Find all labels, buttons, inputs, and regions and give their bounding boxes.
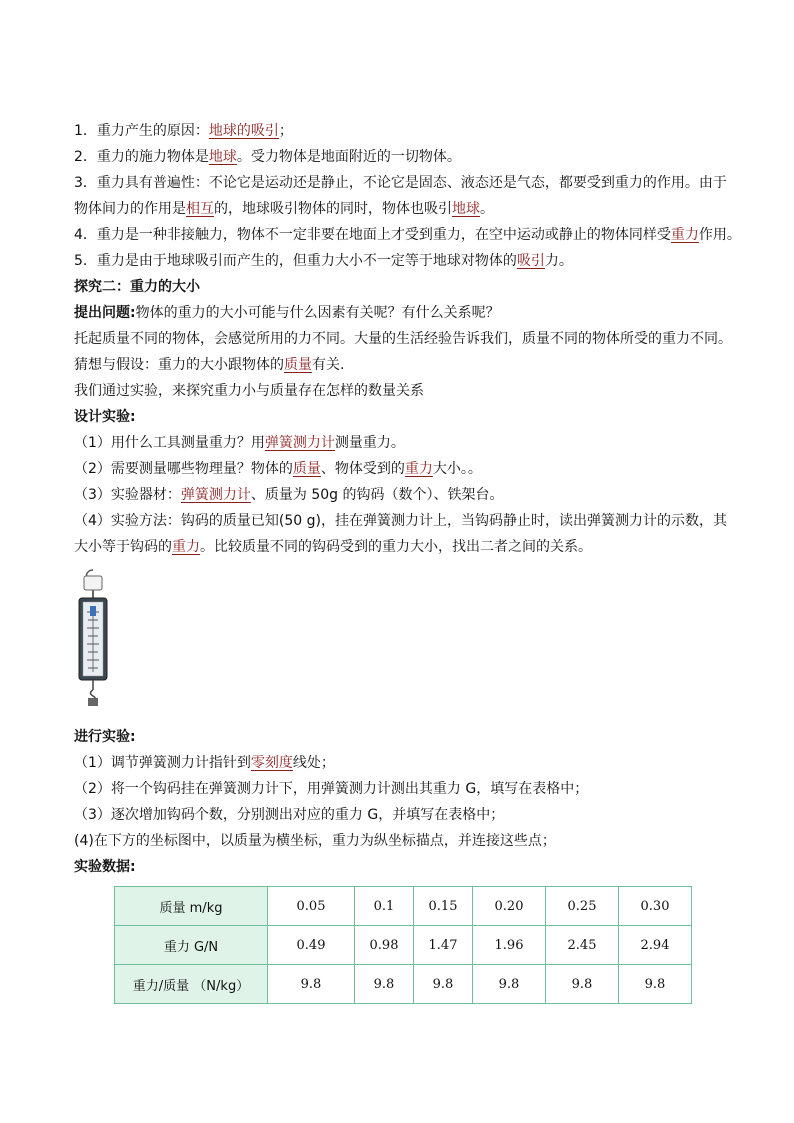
table-cell: 1.47	[414, 926, 473, 965]
text: 有关.	[312, 357, 345, 373]
text: 力。	[544, 253, 573, 269]
design-step-2	[74, 456, 724, 482]
worksheet-page	[74, 118, 741, 1004]
text: 作用。	[698, 227, 741, 243]
design-step-3	[74, 482, 724, 508]
table-cell: 0.1	[355, 887, 414, 926]
answer-blank: 重力	[404, 461, 433, 477]
procedure-step-4: (4)在下方的坐标图中，以质量为横坐标，重力为纵坐标描点，并连接这些点；	[74, 833, 556, 849]
table-cell: 0.20	[473, 887, 546, 926]
text: 。比较质量不同的钩码受到的重力大小，找出二者之间的关系。	[200, 539, 592, 555]
text: 测量重力。	[334, 435, 405, 451]
design-step-1	[74, 430, 724, 456]
table-cell: 9.8	[546, 965, 619, 1004]
text: 5．重力是由于地球吸引而产生的，但重力大小不一定等于地球对物体的	[74, 253, 517, 269]
row-label: 重力/质量 （N/kg）	[115, 965, 268, 1004]
table-cell: 2.45	[546, 926, 619, 965]
text: 。受力物体是地面附近的一切物体。	[236, 149, 461, 165]
answer-blank: 相互	[186, 201, 214, 217]
text: ；	[278, 123, 293, 139]
answer-blank: 质量	[292, 461, 321, 477]
table-cell: 9.8	[619, 965, 692, 1004]
design-step-4-cont	[74, 534, 724, 560]
table-row	[115, 965, 692, 1004]
table-cell: 9.8	[355, 965, 414, 1004]
text: 1．重力产生的原因：	[74, 123, 209, 139]
answer-blank: 重力	[670, 227, 699, 243]
table-cell: 0.15	[414, 887, 473, 926]
spring-scale-icon	[76, 568, 724, 712]
text: （1）调节弹簧测力计指针到	[74, 755, 251, 771]
text: 大小等于钩码的	[74, 539, 172, 555]
question-label: 提出问题:	[74, 305, 136, 321]
paragraph: 托起质量不同的物体，会感觉所用的力不同。大量的生活经验告诉我们，质量不同的物体所受的重力不同。	[74, 331, 732, 347]
answer-blank: 质量	[284, 357, 312, 373]
procedure-step-2: （2）将一个钩码挂在弹簧测力计下，用弹簧测力计测出其重力 G，填写在表格中；	[74, 781, 589, 797]
gravity-mutual-line	[74, 196, 724, 222]
gravity-cause-line	[74, 118, 724, 144]
procedure-heading: 进行实验:	[74, 729, 136, 745]
gravity-applier-line	[74, 144, 724, 170]
question-line	[74, 300, 724, 326]
text: 、质量为 50g 的钩码（数个）、铁架台。	[250, 487, 504, 503]
answer-blank: 弹簧测力计	[264, 435, 335, 451]
answer-blank: 地球的吸引	[208, 123, 279, 139]
text: 物体间力的作用是	[74, 201, 186, 217]
table-cell: 0.25	[546, 887, 619, 926]
gravity-noncontact-line	[74, 222, 741, 248]
table-cell: 9.8	[473, 965, 546, 1004]
answer-blank: 零刻度	[250, 755, 293, 771]
gravity-attraction-line	[74, 248, 724, 274]
table-cell: 0.98	[355, 926, 414, 965]
section-heading: 探究二：重力的大小	[74, 279, 200, 295]
answer-blank: 地球	[452, 201, 480, 217]
text: 2．重力的施力物体是	[74, 149, 209, 165]
table-cell: 0.30	[619, 887, 692, 926]
text: 猜想与假设：重力的大小跟物体的	[74, 357, 284, 373]
text: （2）需要测量哪些物理量？物体的	[74, 461, 293, 477]
procedure-step-3: （3）逐次增加钩码个数，分别测出对应的重力 G，并填写在表格中；	[74, 807, 505, 823]
table-cell: 9.8	[268, 965, 355, 1004]
table-cell: 2.94	[619, 926, 692, 965]
table-cell: 0.05	[268, 887, 355, 926]
procedure-step-1	[74, 750, 724, 776]
answer-blank: 弹簧测力计	[180, 487, 251, 503]
row-label: 质量 m/kg	[115, 887, 268, 926]
text: （1）用什么工具测量重力？用	[74, 435, 265, 451]
row-label: 重力 G/N	[115, 926, 268, 965]
text: 大小。。	[432, 461, 482, 477]
design-step-4: （4）实验方法：钩码的质量已知(50 g)，挂在弹簧测力计上，当钩码静止时，读出弹簧测力计的示数，其	[74, 513, 727, 529]
table-cell: 1.96	[473, 926, 546, 965]
text: 。	[480, 201, 494, 217]
text: 线处；	[292, 755, 335, 771]
hypothesis-line	[74, 352, 724, 378]
text: （3）实验器材：	[74, 487, 181, 503]
answer-blank: 吸引	[516, 253, 545, 269]
answer-blank: 重力	[172, 539, 200, 555]
answer-blank: 地球	[208, 149, 237, 165]
text: 、物体受到的	[320, 461, 405, 477]
data-table	[114, 886, 692, 1004]
table-row	[115, 887, 692, 926]
text: 3．重力具有普遍性：不论它是运动还是静止，不论它是固态、液态还是气态，都要受到重力的作用。由于	[74, 175, 727, 191]
design-heading: 设计实验:	[74, 409, 136, 425]
text: 的，地球吸引物体的同时，物体也吸引	[214, 201, 452, 217]
gravity-universal-line	[74, 170, 727, 196]
table-row	[115, 926, 692, 965]
text: 4．重力是一种非接触力，物体不一定非要在地面上才受到重力，在空中运动或静止的物体同样受	[74, 227, 671, 243]
paragraph: 我们通过实验，来探究重力小与质量存在怎样的数量关系	[74, 383, 424, 399]
table-cell: 9.8	[414, 965, 473, 1004]
table-cell: 0.49	[268, 926, 355, 965]
text: 物体的重力的大小可能与什么因素有关呢？有什么关系呢？	[135, 305, 500, 321]
data-heading: 实验数据:	[74, 859, 136, 875]
